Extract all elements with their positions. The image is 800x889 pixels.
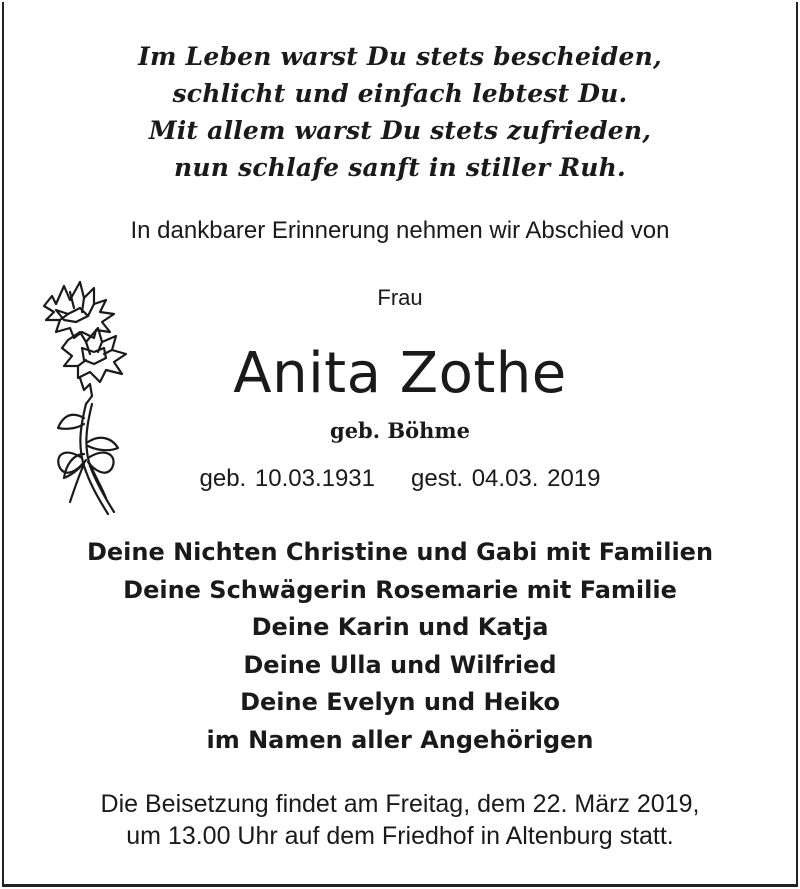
poem-line-4: nun schlafe sanft in stiller Ruh. <box>174 153 626 182</box>
poem-line-1: Im Leben warst Du stets bescheiden, <box>138 42 662 71</box>
funeral-line-1: Die Beisetzung findet am Freitag, dem 22. März 2019, <box>100 790 700 818</box>
mourner-line: im Namen aller Angehörigen <box>206 725 594 754</box>
mourner-line: Deine Karin und Katja <box>251 613 549 641</box>
mourner-line: Deine Ulla und Wilfried <box>243 650 557 679</box>
life-dates <box>4 462 796 496</box>
intro-text: In dankbarer Erinnerung nehmen wir Abschied von <box>130 217 670 244</box>
death-date: gest. 04.03. 2019 <box>411 465 601 492</box>
funeral-line-2: um 13.00 Uhr auf dem Friedhof in Altenburg statt. <box>126 822 674 850</box>
mourner-line: Deine Evelyn und Heiko <box>240 688 560 716</box>
mourner-line: Deine Schwägerin Rosemarie mit Familie <box>123 575 677 604</box>
poem-line-2: schlicht und einfach lebtest Du. <box>172 79 628 108</box>
mourner-line: Deine Nichten Christine und Gabi mit Familien <box>86 538 714 566</box>
mourners-list <box>4 534 796 759</box>
title-text: Frau <box>377 285 423 310</box>
birth-date: geb. 10.03.1931 <box>199 465 375 492</box>
birth-name: geb. Böhme <box>330 418 470 443</box>
funeral-info <box>4 788 796 852</box>
obituary-notice <box>2 2 798 887</box>
poem-line-3: Mit allem warst Du stets zufrieden, <box>148 116 652 145</box>
memorial-poem <box>4 38 796 186</box>
deceased-name: Anita Zothe <box>233 341 567 406</box>
